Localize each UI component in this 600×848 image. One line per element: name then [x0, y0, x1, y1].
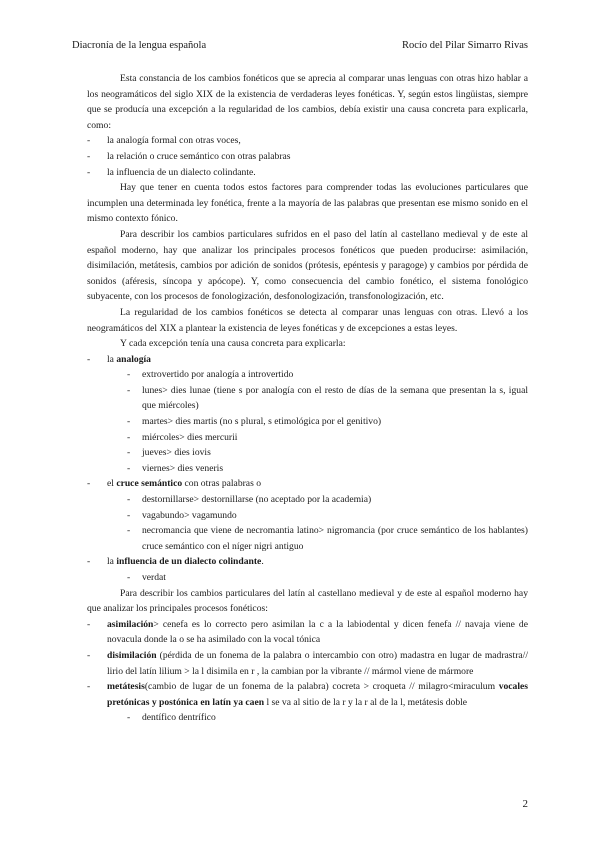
- item-text: con otras palabras o: [182, 478, 261, 490]
- header-course-title: Diacronía de la lengua española: [72, 40, 207, 51]
- item-bold-term: influencia de un dialecto colindante: [116, 556, 262, 568]
- item-text: (pérdida de un fonema de la palabra o intercambio con otro) madastra en lugar de madrastra// lirio del latín lilium > la l disimila en r , la cambian por la vibrante // mármol viene de mármore: [107, 649, 528, 677]
- item-bold-term: metátesis: [107, 681, 145, 693]
- paragraph: Y cada excepción tenía una causa concreta para explicarla:: [120, 338, 346, 350]
- list-item-cruce: [87, 476, 528, 492]
- sub-list-item: - viernes> dies veneris: [127, 461, 528, 477]
- list-item-metatesis: [87, 679, 528, 710]
- sub-list-item: - jueves> dies iovis: [127, 445, 528, 461]
- sub-list-item: - verdat: [127, 570, 528, 586]
- item-text: l se va al sitio de la r y la r al de la l, metátesis doble: [264, 696, 468, 708]
- sub-list-item: - martes> dies martis (no s plural, s etimológica por el genitivo): [127, 414, 528, 430]
- sub-list-item: - lunes> dies lunae (tiene s por analogía con el resto de días de la semana que presentan la s, igual que miércoles): [127, 383, 528, 414]
- sub-list-item: - miércoles> dies mercurii: [127, 430, 528, 446]
- sub-list-item: - destornillarse> destornillarse (no aceptado por la academia): [127, 492, 528, 508]
- item-bold-term: vocales pretónicas y postónica en latín ya caen: [107, 681, 528, 708]
- list-item: - la influencia de un dialecto colindante.: [87, 165, 528, 181]
- item-bold-term: cruce semántico: [116, 478, 183, 490]
- item-text: .: [261, 556, 264, 568]
- paragraph: Hay que tener en cuenta todos estos factores para comprender todas las evoluciones particulares que incumplen una determinada ley fonética, frente a la mayoría de las palabras que presentan ese mismo sonido en el mismo contexto fónico.: [87, 182, 528, 225]
- list-item-influencia: [87, 554, 528, 570]
- item-text: (cambio de lugar de un fonema de la palabra) cocreta > croqueta // milagro<miraculum: [144, 681, 499, 693]
- item-bold-term: disimilación: [107, 649, 157, 661]
- paragraph: Para describir los cambios particulares del latín al castellano medieval y de este al español moderno hay que analizar los principales procesos fonéticos:: [87, 587, 528, 615]
- sub-list-item: - vagabundo> vagamundo: [127, 508, 528, 524]
- item-bold-term: asimilación: [107, 618, 154, 630]
- list-item: - la analogía formal con otras voces,: [87, 133, 528, 149]
- item-text: > cenefa es lo correcto pero asimilan la c a la labiodental y dicen fenefa // navaja viene de novacula donde la o se ha asimilado con la vocal tónica: [107, 618, 528, 646]
- list-item: - la relación o cruce semántico con otras palabras: [87, 149, 528, 165]
- list-item-asimilacion: [87, 617, 528, 648]
- document-body: [87, 71, 528, 726]
- sub-list-item: - necromancia que viene de necromantia latino> nigromancia (por cruce semántico de los hablantes) cruce semántico con el níger nigri antiguo: [127, 523, 528, 554]
- paragraph: La regularidad de los cambios fonéticos se detecta al comparar unas lenguas con otras. Llevó a los neogramáticos del XIX a plantear la existencia de leyes fonéticas y de excepciones a estas leyes.: [87, 306, 528, 334]
- header-author: Rocío del Pilar Simarro Rivas: [402, 40, 528, 51]
- paragraph: Esta constancia de los cambios fonéticos que se aprecia al comparar unas lenguas con otras hizo hablar a los neogramáticos del siglo XIX de la existencia de verdaderas leyes fonéticas. Y, según estos lingüistas, siempre que se producía una excepción a la regularidad de los cambios, debía existir una causa concreta para explicarla, como:: [87, 73, 528, 131]
- list-item-disimilacion: [87, 648, 528, 679]
- sub-list-item: - dentífico dentrífico: [127, 710, 528, 726]
- paragraph: Para describir los cambios particulares sufridos en el paso del latín al castellano medieval y de este al español moderno, hay que analizar los principales procesos fonéticos que pueden producirse: asimilación, disimilación, metátesis, cambios por adición de sonidos (prótesis, epéntesis y paragoge) y cambios por pérdida de sonidos (aféresis, síncopa y apócope). Y, como consecuencia del cambio fonético, el sistema fonológico subyacente, con los procesos de fonologización, desfonologización, transfonologización, etc.: [87, 228, 528, 303]
- item-text: la: [107, 353, 117, 365]
- sub-list-item: - extrovertido por analogía a introvertido: [127, 367, 528, 383]
- list-item-analogia: [87, 352, 528, 368]
- item-text: el: [107, 478, 117, 490]
- page-number: 2: [522, 798, 528, 810]
- item-text: la: [107, 556, 117, 568]
- item-bold-term: analogía: [116, 353, 151, 365]
